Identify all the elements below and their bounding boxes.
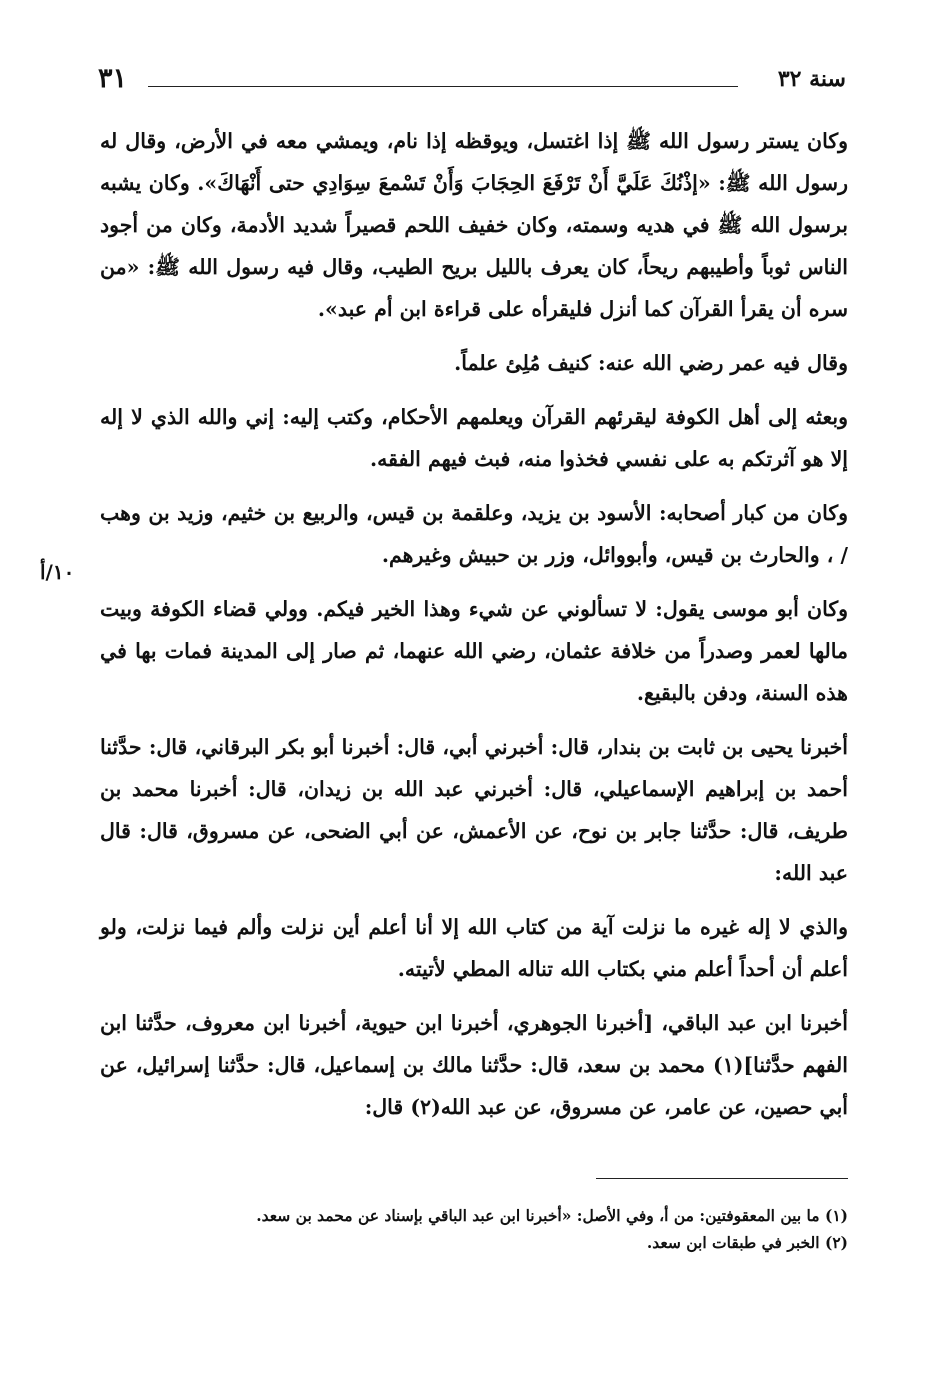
footnote-divider: [596, 1178, 848, 1179]
paragraph: [100, 726, 848, 894]
footnote-2: (٢) الخبر في طبقات ابن سعد.: [646, 1233, 848, 1252]
paragraph: [100, 120, 848, 330]
page-header: [98, 62, 846, 98]
running-title: سنة ٣٢: [777, 66, 846, 92]
paragraph-text: والذي لا إله غيره ما نزلت آية من كتاب الله إلا أنا أعلم أين نزلت وألم فيما نزلت، ولو أعلم أن أحداً أعلم مني بكتاب الله تناله المطي لأتيته.: [100, 915, 848, 981]
paragraph-text: أخبرنا يحيى بن ثابت بن بندار، قال: أخبرني أبي، قال: أخبرنا أبو بكر البرقاني، قال: حدَّثنا أحمد بن إبراهيم الإسماعيلي، قال: أخبرني عبد الله بن زيدان، قال: أخبرنا محمد بن طريف، قال: حدَّثنا جابر بن نوح، عن الأعمش، عن أبي الضحى، عن مسروق، قال: قال عبد الله:: [100, 735, 848, 885]
paragraph-text: وبعثه إلى أهل الكوفة ليقرئهم القرآن ويعلمهم الأحكام، وكتب إليه: إني والله الذي لا إله إلا هو آثرتكم به على نفسي فخذوا منه، فبث فيهم الفقه.: [100, 405, 848, 471]
paragraph: [100, 342, 848, 384]
paragraph: [100, 588, 848, 714]
paragraph-text: وكان يستر رسول الله ﷺ إذا اغتسل، ويوقظه إذا نام، ويمشي معه في الأرض، وقال له رسول الله ﷺ: «إذْنُكَ عَلَيَّ أَنْ تَرْفَعَ الحِجَابَ وَأَنْ تَسْمعَ سِوَادِي حتى أَنْهَاكَ». وكان يشبه برسول الله ﷺ في هديه وسمته، وكان خفيف اللحم قصيراً شديد الأدمة، وكان من أجود الناس ثوباً وأطيبهم ريحاً، كان يعرف بالليل بريح الطيب، وقال فيه رسول الله ﷺ: «من سره أن يقرأ القرآن كما أنزل فليقرأه على قراءة ابن أم عبد».: [100, 129, 848, 321]
footnote-1: (١) ما بين المعقوفتين: من أ، وفي الأصل: «أخبرنا ابن عبد الباقي بإسناد عن محمد بن سعد.: [256, 1206, 848, 1225]
paragraph-text: أخبرنا ابن عبد الباقي، [أخبرنا الجوهري، أخبرنا ابن حيوية، أخبرنا ابن معروف، حدَّثنا ابن الفهم حدَّثنا](١) محمد بن سعد، قال: حدَّثنا مالك بن إسماعيل، قال: حدَّثنا إسرائيل، عن أبي حصين، عن عامر، عن مسروق، عن عبد الله(٢) قال:: [100, 1011, 849, 1119]
header-divider: [148, 86, 738, 87]
paragraph-text: وكان أبو موسى يقول: لا تسألوني عن شيء وهذا الخير فيكم. وولي قضاء الكوفة وبيت مالها لعمر وصدراً من خلافة عثمان، رضي الله عنهما، ثم صار إلى المدينة فمات بها في هذه السنة، ودفن بالبقيع.: [100, 597, 848, 705]
main-text: [100, 120, 848, 1140]
paragraph: [100, 1002, 848, 1128]
paragraph-text: وكان من كبار أصحابه: الأسود بن يزيد، وعلقمة بن قيس، والربيع بن خثيم، وزيد بن وهب / ، والحارث بن قيس، وأبووائل، وزر بن حبيش وغيرهم.: [100, 501, 848, 567]
footnotes: [100, 1202, 848, 1256]
paragraph-text: وقال فيه عمر رضي الله عنه: كنيف مُلِئ علماً.: [454, 351, 848, 375]
paragraph: [100, 492, 848, 576]
page-number: ٣١: [98, 63, 128, 94]
manuscript-folio-note: ١٠/أ: [40, 560, 75, 584]
paragraph: [100, 906, 848, 990]
paragraph: [100, 396, 848, 480]
